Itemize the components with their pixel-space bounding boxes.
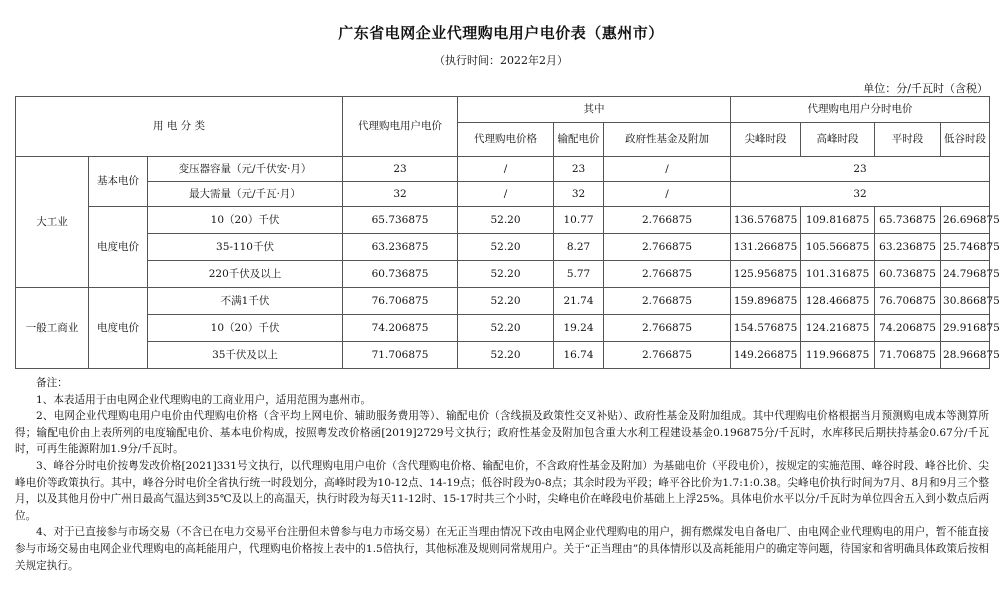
cell-flat: 60.736875 [875, 261, 941, 288]
cell-fund: 2.766875 [604, 261, 731, 288]
cell-fund: 2.766875 [604, 207, 731, 234]
cell-procure: 52.20 [458, 234, 554, 261]
cell-agent: 71.706875 [343, 342, 458, 369]
cell-peak: 109.816875 [801, 207, 875, 234]
row-label: 最大需量（元/千瓦·月） [148, 182, 343, 207]
cell-valley: 25.746875 [941, 234, 990, 261]
row-label: 不满1千伏 [148, 288, 343, 315]
cell-agent: 74.206875 [343, 315, 458, 342]
note-item: 3、峰谷分时电价按粤发改价格[2021]331号文执行，以代理购电用户电价（含代理购电价格、输配电价，不含政府性基金及附加）为基础电价（平段电价），按规定的实施范围、峰谷时段、峰谷比价、尖峰电价等政策执行。其中，峰谷分时电价全省执行统一时段划分，高峰时段为10-12点、14-19点；低谷时段为0-8点；其余时段为平段；峰平谷比价为1.7:1:0.38。尖峰电价执行时间为7月、8月和9月三个整月，以及其他月份中广州日最高气温达到35℃及以上的高温天，执行时段为每天11-12时、15-17时共三个小时，尖峰电价在峰段电价基础上上浮25%。具体电价水平以分/千瓦时为单位四舍五入到小数点后两位。 [15, 459, 989, 522]
subgroup-energy-price: 电度电价 [89, 207, 148, 288]
cell-sharp: 136.576875 [731, 207, 801, 234]
group-large-industry: 大工业 [16, 157, 89, 288]
cell-flat: 63.236875 [875, 234, 941, 261]
header-agent-price: 代理购电用户电价 [343, 97, 458, 157]
cell-fund: / [604, 157, 731, 182]
cell-valley: 26.696875 [941, 207, 990, 234]
cell-tou: 23 [731, 157, 990, 182]
table-row [16, 182, 990, 207]
cell-transmission: 16.74 [554, 342, 604, 369]
cell-agent: 65.736875 [343, 207, 458, 234]
cell-fund: / [604, 182, 731, 207]
document-title: 广东省电网企业代理购电用户电价表（惠州市） [338, 24, 664, 42]
row-label: 220千伏及以上 [148, 261, 343, 288]
header-valley: 低谷时段 [941, 123, 990, 157]
notes-section [15, 375, 989, 574]
table-row [16, 288, 990, 315]
cell-flat: 74.206875 [875, 315, 941, 342]
note-item: 1、本表适用于由电网企业代理购电的工商业用户，适用范围为惠州市。 [36, 393, 372, 406]
cell-sharp: 125.956875 [731, 261, 801, 288]
cell-agent: 32 [343, 182, 458, 207]
cell-procure: 52.20 [458, 207, 554, 234]
cell-peak: 105.566875 [801, 234, 875, 261]
cell-peak: 124.216875 [801, 315, 875, 342]
cell-tou: 32 [731, 182, 990, 207]
header-fund: 政府性基金及附加 [604, 123, 731, 157]
table-row [16, 234, 990, 261]
header-transmission: 输配电价 [554, 123, 604, 157]
cell-valley: 28.966875 [941, 342, 990, 369]
cell-fund: 2.766875 [604, 234, 731, 261]
note-item: 2、电网企业代理购电用户电价由代理购电价格（含平均上网电价、辅助服务费用等）、输配电价（含线损及政策性交叉补贴）、政府性基金及附加组成。其中代理购电价格根据当月预测购电成本等测算所得；输配电价由上表所列的电度输配电价、基本电价构成，按照粤发改价格函[2019]2729号文执行；政府性基金及附加包含重大水利工程建设基金0.196875分/千瓦时，水库移民后期扶持基金0.67分/千瓦时，可再生能源附加1.9分/千瓦时。 [15, 410, 989, 456]
header-peak: 高峰时段 [801, 123, 875, 157]
cell-peak: 119.966875 [801, 342, 875, 369]
table-row [16, 157, 990, 182]
cell-procure: / [458, 157, 554, 182]
tariff-table [15, 96, 1000, 369]
cell-transmission: 10.77 [554, 207, 604, 234]
cell-transmission: 21.74 [554, 288, 604, 315]
header-sharp: 尖峰时段 [731, 123, 801, 157]
cell-fund: 2.766875 [604, 342, 731, 369]
cell-agent: 63.236875 [343, 234, 458, 261]
cell-transmission: 8.27 [554, 234, 604, 261]
cell-agent: 60.736875 [343, 261, 458, 288]
row-label: 10（20）千伏 [148, 315, 343, 342]
cell-sharp: 159.896875 [731, 288, 801, 315]
cell-agent: 23 [343, 157, 458, 182]
notes-heading: 备注： [36, 377, 68, 389]
cell-transmission: 5.77 [554, 261, 604, 288]
header-of-which: 其中 [458, 97, 731, 123]
table-row [16, 315, 990, 342]
header-flat: 平时段 [875, 123, 941, 157]
cell-fund: 2.766875 [604, 315, 731, 342]
header-tou-group: 代理购电用户分时电价 [731, 97, 990, 123]
table-row [16, 342, 990, 369]
cell-peak: 128.466875 [801, 288, 875, 315]
cell-sharp: 149.266875 [731, 342, 801, 369]
header-procure: 代理购电价格 [458, 123, 554, 157]
subgroup-energy-price-general: 电度电价 [89, 288, 148, 369]
cell-peak: 101.316875 [801, 261, 875, 288]
cell-procure: 52.20 [458, 288, 554, 315]
cell-transmission: 32 [554, 182, 604, 207]
row-label: 10（20）千伏 [148, 207, 343, 234]
cell-flat: 71.706875 [875, 342, 941, 369]
cell-transmission: 19.24 [554, 315, 604, 342]
header-category: 用 电 分 类 [16, 97, 343, 157]
unit-label: 单位：分/千瓦时（含税） [863, 82, 988, 95]
subgroup-basic-price: 基本电价 [89, 157, 148, 207]
cell-flat: 76.706875 [875, 288, 941, 315]
cell-valley: 30.866875 [941, 288, 990, 315]
cell-procure: 52.20 [458, 315, 554, 342]
row-label: 35-110千伏 [148, 234, 343, 261]
cell-transmission: 23 [554, 157, 604, 182]
cell-flat: 65.736875 [875, 207, 941, 234]
cell-procure: 52.20 [458, 342, 554, 369]
group-general-industry: 一般工商业 [16, 288, 89, 369]
effective-date: （执行时间：2022年2月） [434, 54, 568, 67]
table-row [16, 261, 990, 288]
cell-valley: 29.916875 [941, 315, 990, 342]
cell-procure: / [458, 182, 554, 207]
row-label: 35千伏及以上 [148, 342, 343, 369]
row-label: 变压器容量（元/千伏安·月） [148, 157, 343, 182]
cell-procure: 52.20 [458, 261, 554, 288]
table-row [16, 207, 990, 234]
cell-agent: 76.706875 [343, 288, 458, 315]
cell-sharp: 154.576875 [731, 315, 801, 342]
cell-fund: 2.766875 [604, 288, 731, 315]
cell-valley: 24.796875 [941, 261, 990, 288]
cell-sharp: 131.266875 [731, 234, 801, 261]
note-item: 4、对于已直接参与市场交易（不含已在电力交易平台注册但未曾参与电力市场交易）在无正当理由情况下改由电网企业代理购电的用户，拥有燃煤发电自备电厂、由电网企业代理购电的用户，暂不能直接参与市场交易由电网企业代理购电的高耗能用户，代理购电价格按上表中的1.5倍执行，其他标准及规则同常规用户。关于“正当理由”的具体情形以及高耗能用户的确定等问题，待国家和省明确具体政策后按相关规定执行。 [15, 526, 989, 572]
